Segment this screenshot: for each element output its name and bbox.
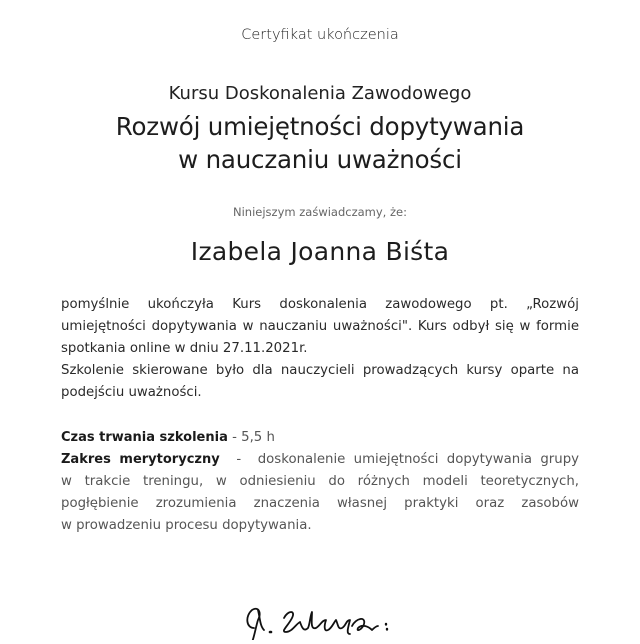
course-title-line-2: w nauczaniu uważności [178,145,462,174]
recipient-name: Izabela Joanna Biśta [190,237,450,266]
duration-value: 5,5 h [241,430,275,445]
course-title [0,110,640,176]
paragraph-line: spotkania online w dniu 27.11.2021r. [61,341,308,356]
paragraph-line: umiejętności dopytywania w nauczaniu uważności". Kurs odbył się w formie [61,319,579,334]
scope-continuation-line: pogłębienie zrozumienia znaczenia własnej praktyki oraz zasobów [61,496,579,511]
certify-statement: Niniejszym zaświadczamy, że: [233,205,407,219]
course-details [61,427,579,537]
scope-value-first-line: doskonalenie umiejętności dopytywania grupy [257,452,579,467]
signature-icon [240,598,410,640]
scope-separator: - [228,452,250,467]
duration-separator: - [227,430,242,445]
course-type: Kursu Doskonalenia Zawodowego [168,83,472,104]
paragraph-line: podejściu uważności. [61,385,202,400]
duration-row [61,427,579,449]
scope-continuation-line: w trakcie treningu, w odniesieniu do różnych modeli teoretycznych, [61,474,579,489]
paragraph-line: Szkolenie skierowane było dla nauczycieli prowadzących kursy oparte na [61,363,579,378]
duration-label: Czas trwania szkolenia [61,430,228,445]
paragraph-line: pomyślnie ukończyła Kurs doskonalenia zawodowego pt. „Rozwój [61,297,579,312]
completion-paragraph [61,294,579,404]
scope-label: Zakres merytoryczny [61,452,220,467]
certificate-label: Certyfikat ukończenia [241,27,399,43]
course-title-line-1: Rozwój umiejętności dopytywania [115,112,525,141]
scope-continuation-line: w prowadzeniu procesu dopytywania. [61,518,312,533]
scope-row [61,449,579,471]
